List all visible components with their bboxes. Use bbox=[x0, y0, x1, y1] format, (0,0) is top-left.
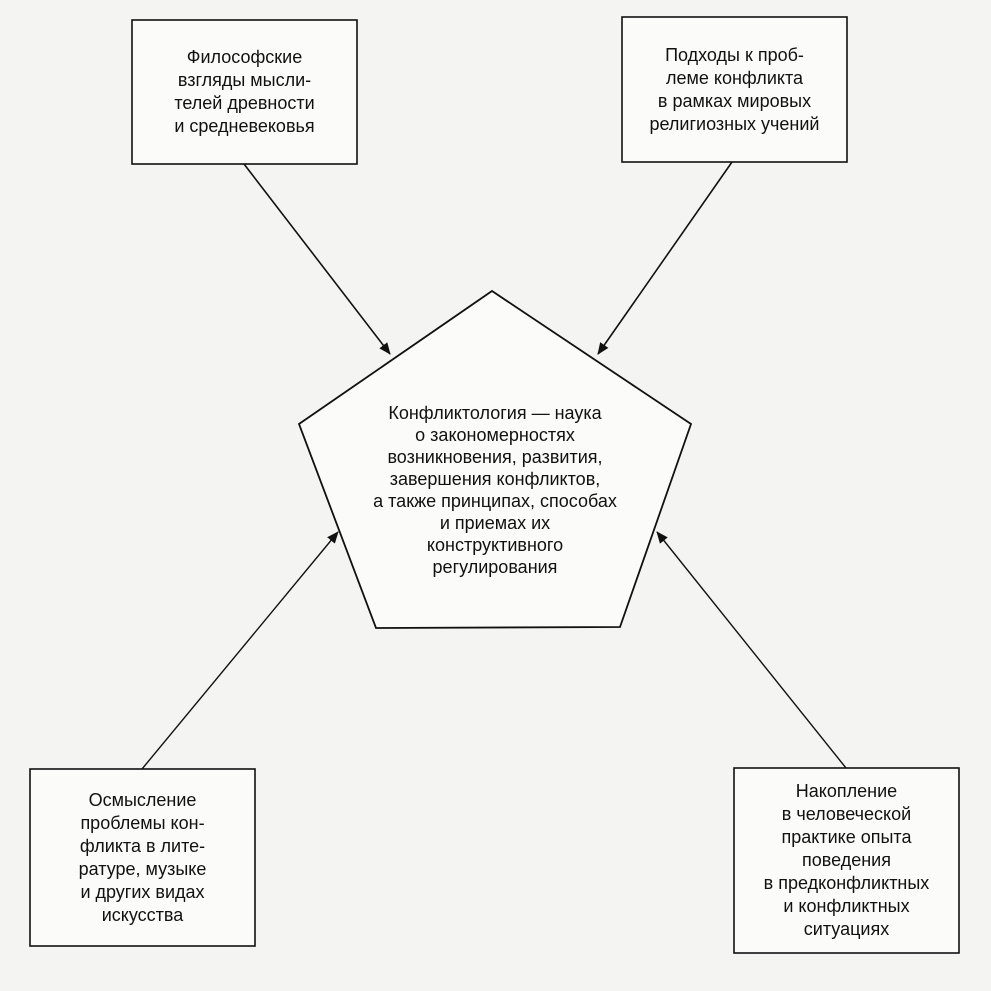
text-line: проблемы кон- bbox=[80, 812, 205, 833]
text-line: Подходы к проб- bbox=[665, 44, 804, 65]
text-line: конструктивного bbox=[426, 535, 564, 555]
text-line: возникновения, развития, bbox=[387, 447, 603, 467]
text-line: в предконфликтных bbox=[763, 873, 930, 893]
arrow-top-left-to-center bbox=[244, 164, 390, 354]
text-line: религиозных учений bbox=[649, 113, 820, 134]
text-line: ситуациях bbox=[803, 919, 890, 939]
text-line: поведения bbox=[801, 850, 891, 870]
text-line: Философские bbox=[186, 47, 303, 67]
arrow-bottom-right-to-center bbox=[657, 532, 846, 768]
node-top-left-text bbox=[132, 20, 357, 164]
text-line: регулирования bbox=[432, 557, 558, 577]
text-line: и приемах их bbox=[439, 513, 551, 533]
text-line: фликта в лите- bbox=[79, 835, 206, 856]
text-line: практике опыта bbox=[781, 827, 912, 847]
arrow-top-right-to-center bbox=[598, 162, 732, 354]
text-line: леме конфликта bbox=[665, 67, 803, 88]
text-line: в рамках мировых bbox=[657, 90, 812, 111]
text-line: ратуре, музыке bbox=[78, 858, 207, 879]
text-line: о закономерностях bbox=[415, 425, 575, 445]
node-bottom-right-text bbox=[734, 768, 959, 953]
text-line: а также принципах, способах bbox=[373, 491, 617, 511]
node-bottom-left-text bbox=[30, 769, 255, 946]
node-top-right-text bbox=[622, 17, 847, 162]
node-center-text bbox=[330, 392, 660, 588]
text-line: в человеческой bbox=[781, 804, 912, 824]
text-line: завершения конфликтов, bbox=[389, 469, 601, 489]
text-line: искусства bbox=[101, 904, 184, 925]
text-line: телей древности bbox=[174, 93, 315, 113]
text-line: взгляды мысли- bbox=[177, 70, 312, 90]
text-line: и других видах bbox=[80, 881, 205, 902]
text-line: Конфликтология — наука bbox=[388, 403, 602, 423]
arrow-bottom-left-to-center bbox=[142, 532, 338, 769]
text-line: и средневековья bbox=[174, 116, 315, 136]
text-line: и конфликтных bbox=[783, 896, 910, 916]
text-line: Накопление bbox=[795, 781, 898, 801]
text-line: Осмысление bbox=[88, 789, 197, 810]
